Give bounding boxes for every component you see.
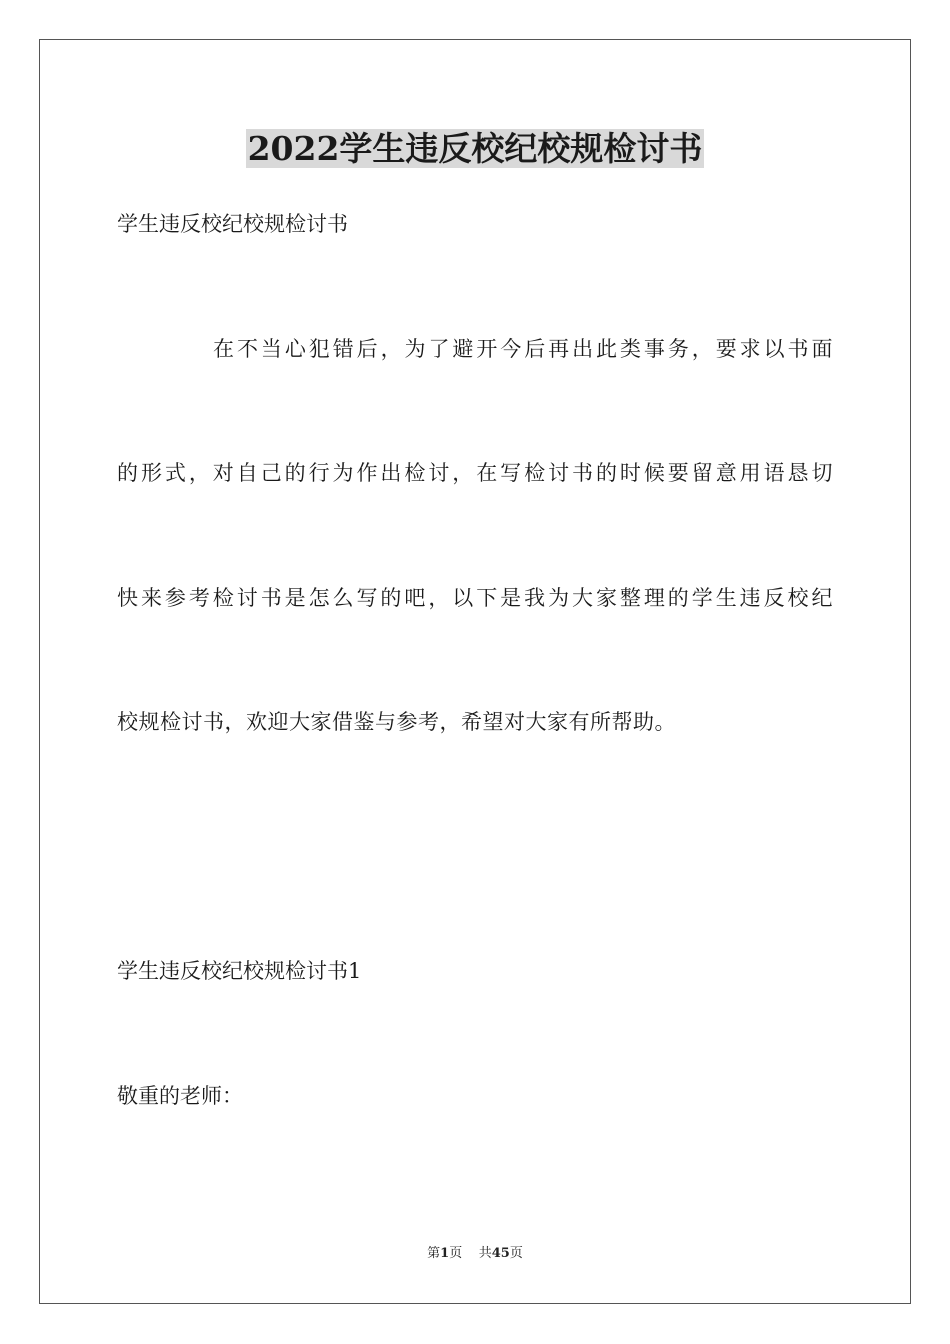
- footer-page-prefix: 第: [427, 1246, 441, 1261]
- footer-total-pages: 45: [491, 1246, 510, 1261]
- footer-page-number: 1: [440, 1246, 450, 1261]
- document-subtitle: 学生违反校纪校规检讨书: [117, 212, 348, 236]
- footer-total-suffix: 页: [509, 1246, 523, 1261]
- intro-line-4: 校规检讨书，欢迎大家借鉴与参考，希望对大家有所帮助。: [117, 710, 676, 734]
- intro-line-2: 的形式，对自己的行为作出检讨，在写检讨书的时候要留意用语恳切: [117, 461, 833, 485]
- document-title: [0, 126, 950, 172]
- intro-line-1: 在不当心犯错后，为了避开今后再出此类事务，要求以书面: [213, 337, 833, 361]
- page-footer: [0, 1245, 950, 1263]
- section-heading: 学生违反校纪校规检讨书1: [117, 959, 362, 983]
- salutation: 敬重的老师：: [117, 1084, 243, 1108]
- footer-page-suffix: 页: [449, 1246, 463, 1261]
- intro-line-3: 快来参考检讨书是怎么写的吧，以下是我为大家整理的学生违反校纪: [117, 586, 833, 610]
- document-title-text: 2022学生违反校纪校规检讨书: [247, 129, 703, 168]
- footer-total-prefix: 共: [478, 1246, 492, 1261]
